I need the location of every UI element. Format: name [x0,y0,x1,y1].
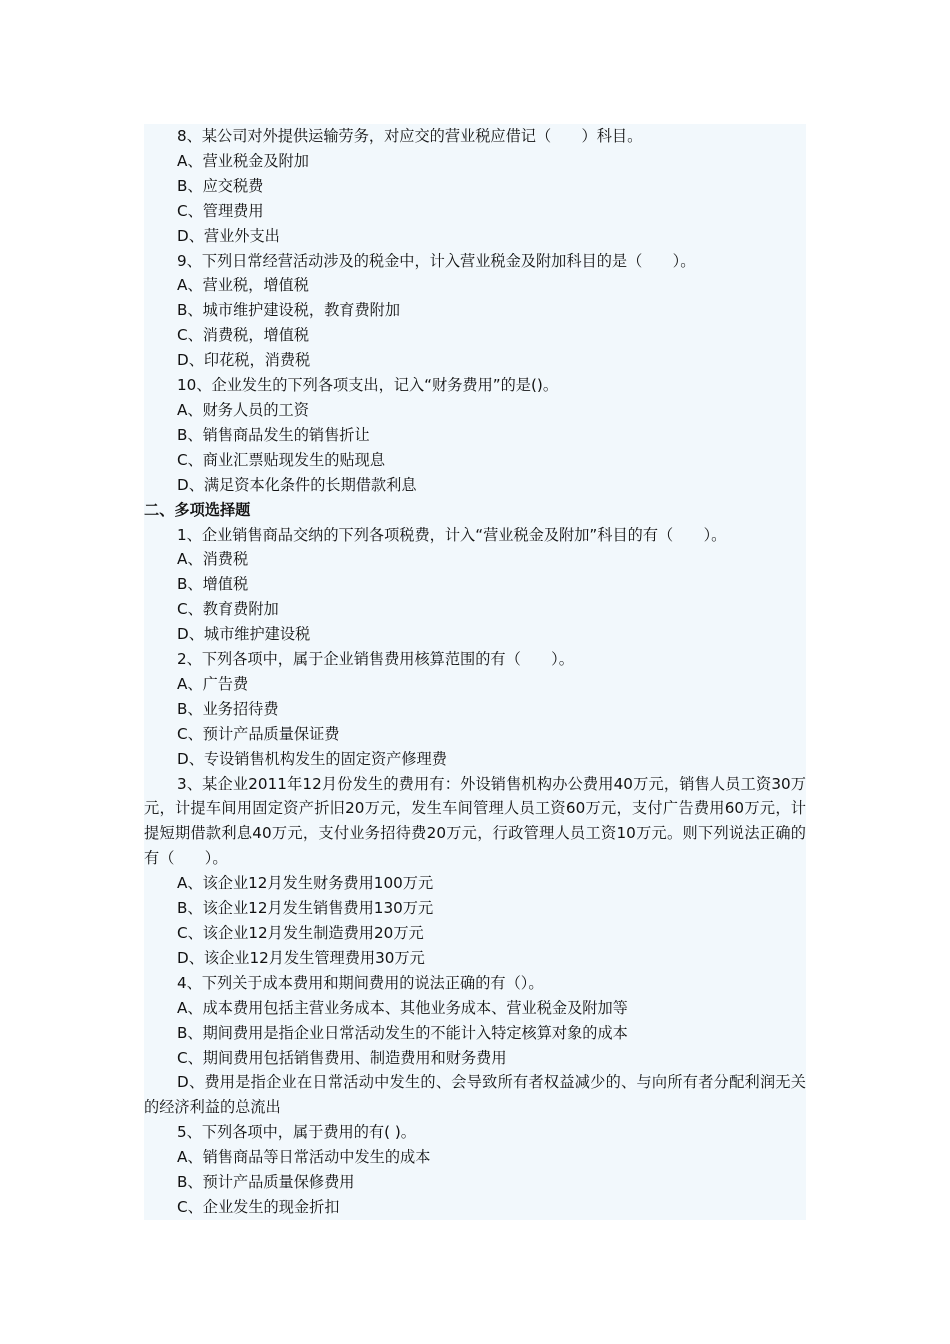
multi-question-4-option-a: A、成本费用包括主营业务成本、其他业务成本、营业税金及附加等 [177,998,628,1017]
question-8-stem: 8、某公司对外提供运输劳务，对应交的营业税应借记（ ）科目。 [177,127,643,145]
multi-question-3-stem: 3、某企业2011年12月份发生的费用有：外设销售机构办公费用40万元，销售人员工资30万元，计提车间用固定资产折旧20万元，发生车间管理人员工资60万元，支付广告费用60万元，计提短期借款利息40万元，支付业务招待费20万元，行政管理人员工资10万元。则下列说法正确的有（ ）。 [144,774,806,868]
question-8-option-d: D、营业外支出 [177,226,280,245]
multi-question-3-option-a: A、该企业12月发生财务费用100万元 [177,874,434,893]
question-10-option-d: D、满足资本化条件的长期借款利息 [177,475,417,494]
question-8-option-b: B、应交税费 [177,176,264,195]
multi-question-4-stem: 4、下列关于成本费用和期间费用的说法正确的有（）。 [177,973,544,992]
question-9-option-d: D、印花税，消费税 [177,351,311,370]
multi-question-3-option-b: B、该企业12月发生销售费用130万元 [177,899,434,918]
question-9-stem: 9、下列日常经营活动涉及的税金中，计入营业税金及附加科目的是（ ）。 [177,251,696,270]
multi-question-1-option-c: C、教育费附加 [177,600,279,619]
question-10-option-a: A、财务人员的工资 [177,400,309,419]
multi-question-1-option-b: B、增值税 [177,575,249,594]
multi-question-5-option-a: A、销售商品等日常活动中发生的成本 [177,1148,431,1167]
question-8-option-c: C、管理费用 [177,201,264,220]
multi-question-4-option-d: D、费用是指企业在日常活动中发生的、会导致所有者权益减少的、与向所有者分配利润无关的经济利益的总流出 [144,1073,806,1117]
multi-question-5-stem: 5、下列各项中，属于费用的有( )。 [177,1123,416,1142]
question-9-option-c: C、消费税，增值税 [177,326,310,345]
multi-question-3-option-d: D、该企业12月发生管理费用30万元 [177,948,425,967]
multi-question-2-option-d: D、专设销售机构发生的固定资产修理费 [177,749,447,768]
multi-question-5-option-b: B、预计产品质量保修费用 [177,1173,355,1192]
multi-question-4-option-b: B、期间费用是指企业日常活动发生的不能计入特定核算对象的成本 [177,1023,628,1042]
multi-question-2-stem: 2、下列各项中，属于企业销售费用核算范围的有（ ）。 [177,650,574,669]
question-8-option-a: A、营业税金及附加 [177,151,309,170]
multi-question-5-option-c: C、企业发生的现金折扣 [177,1197,340,1216]
multi-question-3-option-c: C、该企业12月发生制造费用20万元 [177,924,424,942]
multi-question-2-option-b: B、业务招待费 [177,699,279,718]
question-10-option-b: B、销售商品发生的销售折让 [177,425,370,444]
section-heading-multiple-choice: 二、多项选择题 [144,500,251,519]
question-9-option-a: A、营业税，增值税 [177,276,309,295]
question-10-stem: 10、企业发生的下列各项支出，记入“财务费用”的是()。 [177,376,559,395]
multi-question-2-option-c: C、预计产品质量保证费 [177,724,340,743]
multi-question-1-option-d: D、城市维护建设税 [177,625,311,644]
document-body [144,124,806,1220]
question-9-option-b: B、城市维护建设税，教育费附加 [177,301,401,320]
question-10-option-c: C、商业汇票贴现发生的贴现息 [177,450,386,469]
multi-question-1-stem: 1、企业销售商品交纳的下列各项税费，计入“营业税金及附加”科目的有（ ）。 [177,525,727,544]
multi-question-1-option-a: A、消费税 [177,550,249,569]
multi-question-2-option-a: A、广告费 [177,674,249,693]
multi-question-4-option-c: C、期间费用包括销售费用、制造费用和财务费用 [177,1048,507,1067]
